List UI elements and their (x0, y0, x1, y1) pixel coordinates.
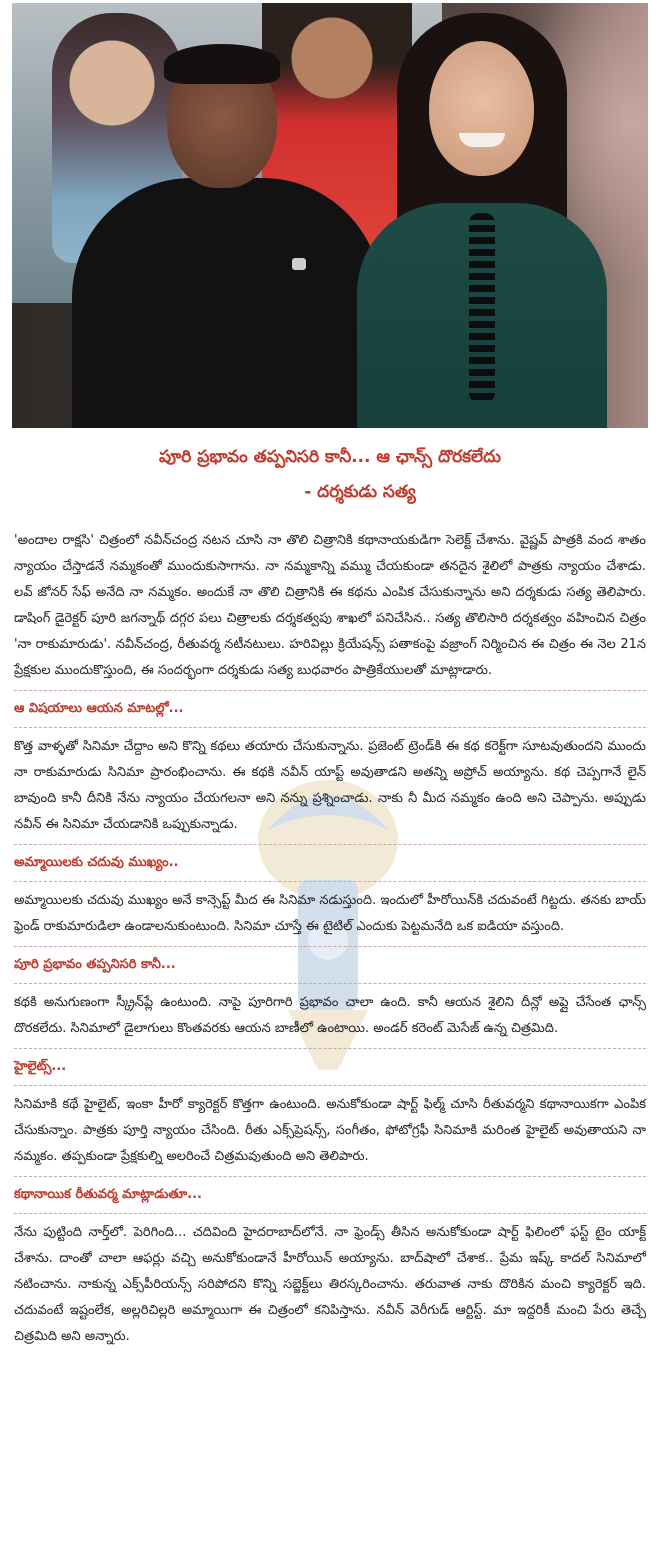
headline-byline: - దర్శకుడు సత్య (304, 482, 416, 502)
section-divider (14, 690, 646, 691)
section-divider (14, 844, 646, 845)
section-paragraph: అమ్మాయిలకు చదువు ముఖ్యం అనే కాన్సెప్ట్ మీద ఈ సినిమా నడుస్తుంది. ఇందులో హీరోయిన్‌కి చదువంటే గిట్టదు. తనకు బాయ్ ఫ్రెండ్ రాకుమారుడిలా ఉండాలనుకుంటుంది. సినిమా చూస్తే ఈ టైటిల్ ఎందుకు పెట్టమనేది ఒక ఐడియా వస్తుంది. (14, 893, 646, 934)
section-divider (14, 1085, 646, 1086)
actress-smile (459, 133, 505, 147)
black-tshirt (72, 178, 382, 428)
section-heading: కథానాయిక రీతువర్మ మాట్లాడుతూ... (14, 1187, 202, 1202)
section-heading: హైలైట్స్... (14, 1059, 67, 1074)
section-paragraph: సినిమాకి కథే హైలైట్, ఇంకా హీరో క్యారెక్టర్ కొత్తగా ఉంటుంది. అనుకోకుండా షార్ట్ ఫిల్మ్ చూసి రీతువర్మని కథానాయికగా ఎంపిక చేసుకున్నాం. పాత్రకు పూర్తి న్యాయం చేసింది. రీతు ఎక్స్‌ప్రెషన్స్, సంగీతం, ఫోటోగ్రఫీ సినిమాకి మరింత హైలైట్ అవుతాయని నా నమ్మకం. తప్పకుండా ప్రేక్షకుల్ని అలరించే చిత్రమవుతుంది అని తెలిపారు. (14, 1097, 646, 1164)
director-hair (164, 44, 280, 84)
headline: పూరి ప్రభావం తప్పనిసరి కానీ... ఆ ఛాన్స్ దొరకలేదు (159, 447, 501, 467)
section-divider (14, 1213, 646, 1214)
section-divider (14, 727, 646, 728)
section-paragraph: నేను పుట్టింది నార్త్‌లో. పెరిగింది... చదివింది హైదరాబాద్‌లోనే. నా ఫ్రెండ్స్ తీసిన అనుకోకుండా షార్ట్ ఫిలింలో ఫస్ట్ టైం యాక్ట్ చేశాను. దాంతో చాలా ఆఫర్లు వచ్చి అనుకోకుండానే హీరోయిన్ అయ్యాను. బాద్‌షాలో చేశాక.. ప్రేమ ఇష్క్ కాదల్ సినిమాలో నటించాను. నాకున్న ఎక్స్‌పీరియన్స్ సరిపోదని కొన్ని సబ్జెక్ట్‌లు తిరస్కరించాను. తరువాత నాకు దొరికిన మంచి క్యారెక్టర్ ఇది. చదువంటే ఇష్టంలేక, అల్లరిచిల్లరి అమ్మాయిగా ఈ చిత్రంలో కనిపిస్తాను. నవీన్ వెరీగుడ్ ఆర్టిస్ట్. మా ఇద్దరికీ మంచి పేరు తెచ్చే చిత్రమిది అని అన్నారు. (14, 1225, 646, 1344)
shirt-logo (292, 258, 306, 270)
section-divider (14, 983, 646, 984)
intro-paragraph: 'అందాల రాక్షసి' చిత్రంలో నవీన్‌చంద్ర నటన చూసి నా తొలి చిత్రానికి కథానాయకుడిగా సెలెక్ట్ చేశాను. వైష్ణవ్ పాత్రకి వంద శాతం న్యాయం చేస్తాడనే నమ్మకంతో ముందుకుసాగాను. నా నమ్మకాన్ని వమ్ము చేయకుండా తనదైన శైలిలో పాత్రకు న్యాయం చేశాడు. లవ్ జోనర్ సేఫ్ అనేది నా నమ్మకం. అందుకే నా తొలి చిత్రానికి ఈ కథను ఎంపిక చేసుకున్నాను అని దర్శకుడు సత్య తెలిపారు. డాషింగ్ డైరెక్టర్ పూరి జగన్నాథ్ దగ్గర పలు చిత్రాలకు దర్శకత్వపు శాఖలో పనిచేసిన.. సత్య తొలిసారి దర్శకత్వం వహించిన చిత్రం 'నా రాకుమారుడు'. నవీన్‌చంద్ర, రీతువర్మ నటీనటులు. హరివిల్లు క్రియేషన్స్ పతాకంపై వజ్రాంగ్ నిర్మించిన ఈ చిత్రం ఈ నెల 21న ప్రేక్షకుల ముందుకొస్తుంది, ఈ సందర్భంగా దర్శకుడు సత్య బుధవారం పాత్రికేయులతో మాట్లాడారు. (14, 533, 646, 678)
necklace (469, 213, 495, 403)
section-heading: పూరి ప్రభావం తప్పనిసరి కానీ... (14, 957, 176, 972)
director-figure (72, 48, 382, 428)
section-paragraph: కొత్త వాళ్ళతో సినిమా చేద్దాం అని కొన్ని కథలు తయారు చేసుకున్నాను. ప్రజెంట్ ట్రెండ్‌కి ఈ కథ కరెక్ట్‌గా సూటవుతుందని ముందు నా రాకుమారుడు సినిమా ప్రారంభించాను. ఈ కథకి నవీన్ యాప్ట్ అవుతాడని అతన్ని అప్రోచ్ అయ్యాను. కథ చెప్పగానే లైన్ బావుంది కానీ దీనికి నేను న్యాయం చేయగలనా అని నన్ను ప్రశ్నించాడు. నాకు నీ మీద నమ్మకం ఉంది అని చెప్పాను. అప్పుడు నవీన్ ఈ సినిమా చేయడానికి ఒప్పుకున్నాడు. (14, 739, 646, 832)
actress-figure (357, 13, 607, 428)
section-heading: ఆ విషయాలు ఆయన మాటల్లో... (14, 701, 184, 716)
section-paragraph: కథకి అనుగుణంగా స్క్రీన్‌ప్లే ఉంటుంది. నాపై పూరిగారి ప్రభావం చాలా ఉంది. కానీ ఆయన శైలిని దీన్లో అప్లై చేసేంత ఛాన్స్ దొరకలేదు. సినిమాలో డైలాగులు కొంతవరకు ఆయన బాణీలో ఉంటాయి. అండర్ కరెంట్ మెసేజ్ ఉన్న చిత్రమిది. (14, 995, 646, 1036)
article-photo (12, 3, 648, 428)
article-body (14, 528, 646, 1350)
section-heading: అమ్మాయిలకు చదువు ముఖ్యం.. (14, 855, 179, 870)
actress-face (429, 41, 534, 176)
section-divider (14, 946, 646, 947)
section-divider (14, 881, 646, 882)
section-divider (14, 1176, 646, 1177)
section-divider (14, 1048, 646, 1049)
